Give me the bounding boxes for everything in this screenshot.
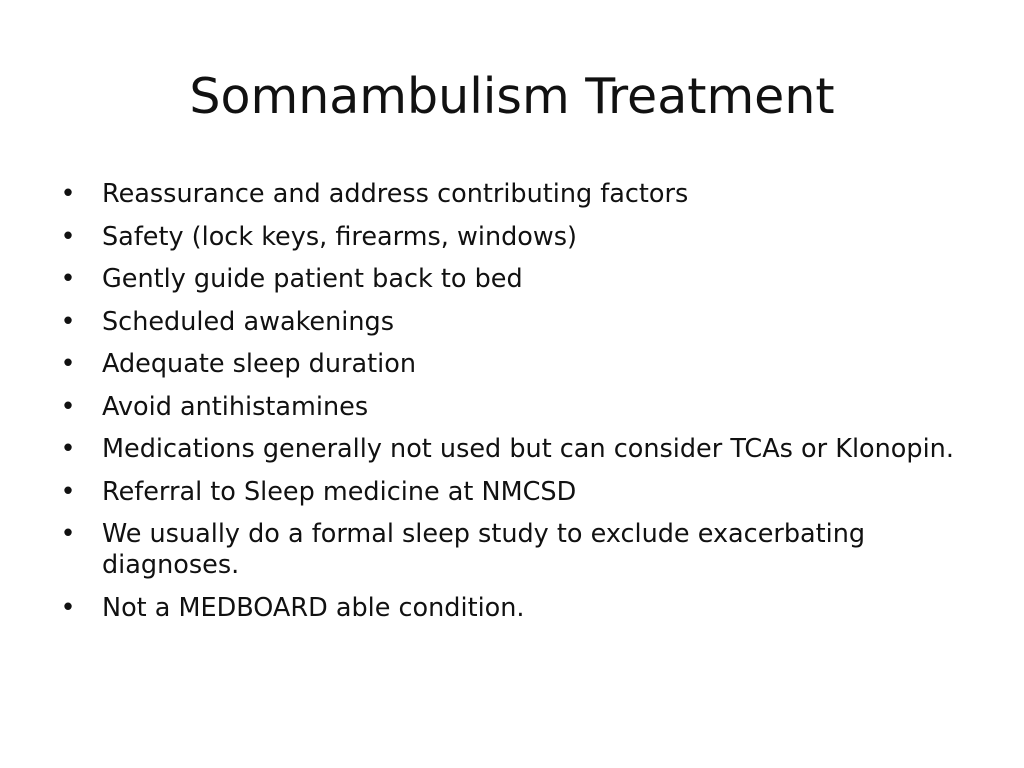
bullet-icon: • xyxy=(60,592,76,623)
bullet-icon: • xyxy=(60,476,76,507)
bullet-icon: • xyxy=(60,264,76,294)
bullet-icon: • xyxy=(60,306,76,337)
bullet-text: Safety (lock keys, firearms, windows) xyxy=(102,221,577,252)
bullet-text: Gently guide patient back to bed xyxy=(102,264,523,294)
bullet-text: Medications generally not used but can consider TCAs or Klonopin. xyxy=(102,434,954,464)
bullet-text: Reassurance and address contributing factors xyxy=(102,179,689,209)
list-item xyxy=(58,264,978,295)
list-item xyxy=(58,434,978,465)
bullet-list xyxy=(58,179,978,635)
bullet-icon: • xyxy=(60,434,76,464)
bullet-icon: • xyxy=(60,519,76,549)
bullet-icon: • xyxy=(60,221,76,252)
bullet-text: Scheduled awakenings xyxy=(102,306,395,337)
bullet-text: Adequate sleep duration xyxy=(102,349,416,379)
bullet-icon: • xyxy=(60,349,76,379)
list-item xyxy=(58,222,978,253)
list-item xyxy=(58,307,978,338)
list-item xyxy=(58,392,978,423)
bullet-icon: • xyxy=(60,391,76,422)
bullet-text: Not a MEDBOARD able condition. xyxy=(102,592,525,623)
list-item xyxy=(58,477,978,508)
bullet-text: Avoid antihistamines xyxy=(102,391,369,422)
list-item xyxy=(58,179,978,210)
list-item xyxy=(58,349,978,380)
bullet-text: We usually do a formal sleep study to exclude exacerbating diagnoses. xyxy=(102,519,866,580)
bullet-icon: • xyxy=(60,179,76,209)
slide-title: Somnambulism Treatment xyxy=(189,68,835,125)
list-item xyxy=(58,519,978,581)
bullet-text: Referral to Sleep medicine at NMCSD xyxy=(102,476,577,507)
list-item xyxy=(58,593,978,624)
